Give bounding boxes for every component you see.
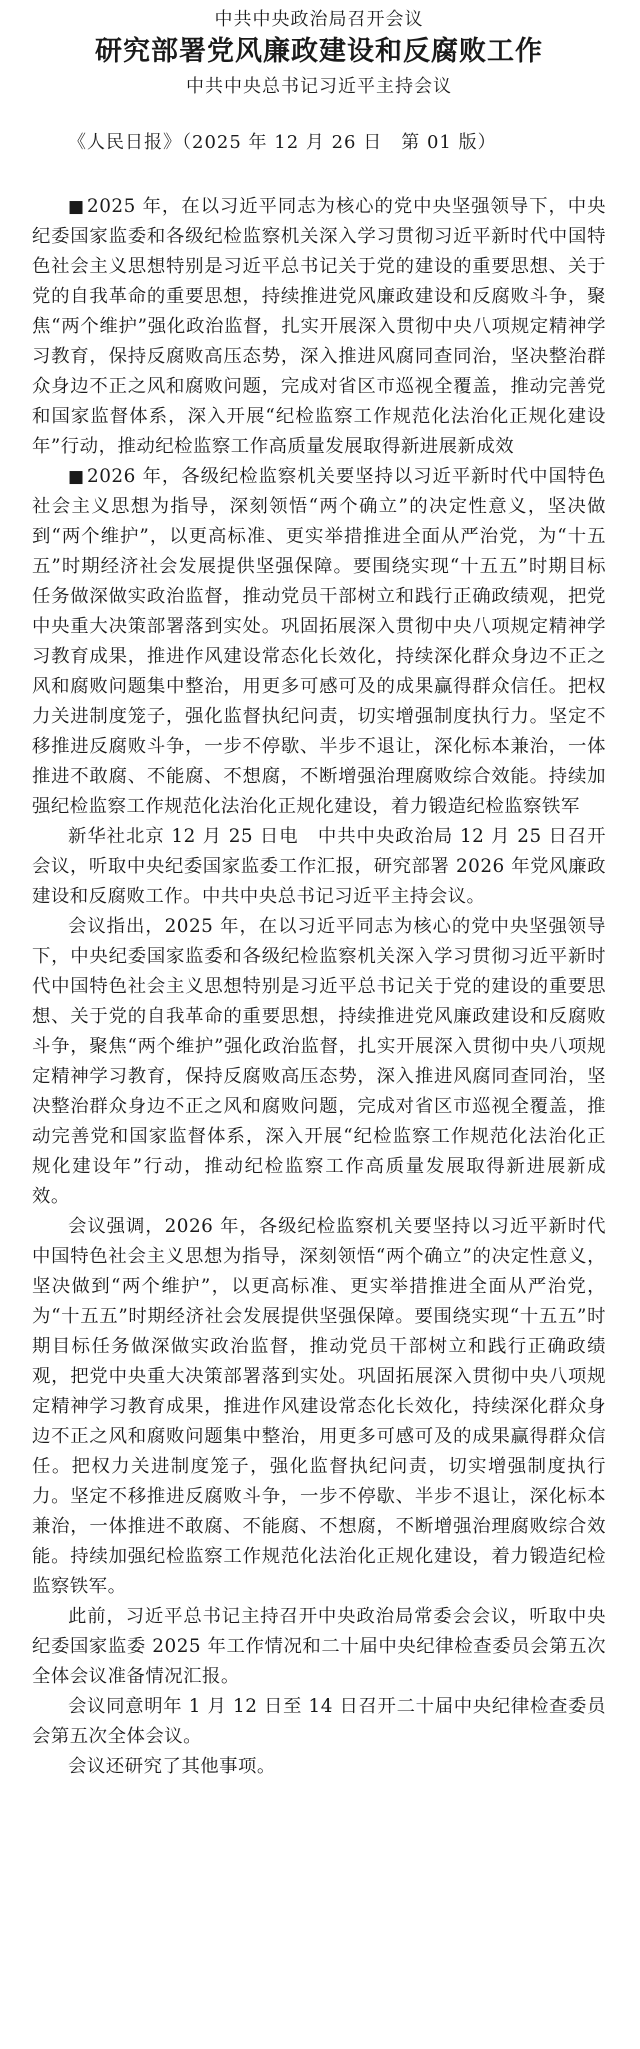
body-paragraph-6: 会议还研究了其他事项。 <box>68 1756 276 1777</box>
article-headline: 研究部署党风廉政建设和反腐败工作 <box>95 36 543 67</box>
body-paragraph-3: 会议强调，2026 年，各级纪检监察机关要坚持以习近平新时代中国特色社会主义思想为指导，深刻领悟“两个确立”的决定性意义，坚决做到“两个维护”，以更高标准、更实举措推进全面从严治党，为“十五五”时期经济社会发展提供坚强保障。要围绕实现“十五五”时期目标任务做深做实政治监督，推动党员干部树立和践行正确政绩观，把党中央重大决策部署落到实处。巩固拓展深入贯彻中央八项规定精神学习教育成果，推进作风建设常态化长效化，持续深化群众身边不正之风和腐败问题集中整治，用更多可感可及的成果赢得群众信任。把权力关进制度笼子，强化监督执纪问责，切实增强制度执行力。坚定不移推进反腐败斗争，一步不停歇、半步不退让，深化标本兼治，一体推进不敢腐、不能腐、不想腐，不断增强治理腐败综合效能。持续加强纪检监察工作规范化法治化正规化建设，着力锻造纪检监察铁军。 <box>32 1216 606 1597</box>
body-paragraph-5: 会议同意明年 1 月 12 日至 14 日召开二十届中央纪律检查委员会第五次全体会议。 <box>32 1696 606 1747</box>
article-kicker: 中共中央政治局召开会议 <box>214 9 424 30</box>
body-paragraph-dateline: 新华社北京 12 月 25 日电 中共中央政治局 12 月 25 日召开会议，听取中央纪委国家监委工作汇报，研究部署 2026 年党风廉政建设和反腐败工作。中共中央总书记习近平主持会议。 <box>32 826 606 907</box>
article-subhead: 中共中央总书记习近平主持会议 <box>186 76 452 97</box>
summary-text-1: 2025 年，在以习近平同志为核心的党中央坚强领导下，中央纪委国家监委和各级纪检监察机关深入学习贯彻习近平新时代中国特色社会主义思想特别是习近平总书记关于党的建设的重要思想、关于党的自我革命的重要思想，持续推进党风廉政建设和反腐败斗争，聚焦“两个维护”强化政治监督，扎实开展深入贯彻中央八项规定精神学习教育，保持反腐败高压态势，深入推进风腐同查同治，坚决整治群众身边不正之风和腐败问题，完成对省区市巡视全覆盖，推动完善党和国家监督体系，深入开展“纪检监察工作规范化法治化正规化建设年”行动，推动纪检监察工作高质量发展取得新进展新成效 <box>32 196 606 457</box>
body-paragraph-2: 会议指出，2025 年，在以习近平同志为核心的党中央坚强领导下，中央纪委国家监委和各级纪检监察机关深入学习贯彻习近平新时代中国特色社会主义思想特别是习近平总书记关于党的建设的重要思想、关于党的自我革命的重要思想，持续推进党风廉政建设和反腐败斗争，聚焦“两个维护”强化政治监督，扎实开展深入贯彻中央八项规定精神学习教育，保持反腐败高压态势，深入推进风腐同查同治，坚决整治群众身边不正之风和腐败问题，完成对省区市巡视全覆盖，推动完善党和国家监督体系，深入开展“纪检监察工作规范化法治化正规化建设年”行动，推动纪检监察工作高质量发展取得新进展新成效。 <box>32 916 606 1207</box>
summary-text-2: 2026 年，各级纪检监察机关要坚持以习近平新时代中国特色社会主义思想为指导，深刻领悟“两个确立”的决定性意义，坚决做到“两个维护”，以更高标准、更实举措推进全面从严治党，为“十五五”时期经济社会发展提供坚强保障。要围绕实现“十五五”时期目标任务做深做实政治监督，推动党员干部树立和践行正确政绩观，把党中央重大决策部署落到实处。巩固拓展深入贯彻中央八项规定精神学习教育成果，推进作风建设常态化长效化，持续深化群众身边不正之风和腐败问题集中整治，用更多可感可及的成果赢得群众信任。把权力关进制度笼子，强化监督执纪问责，切实增强制度执行力。坚定不移推进反腐败斗争，一步不停歇、半步不退让，深化标本兼治，一体推进不敢腐、不能腐、不想腐，不断增强治理腐败综合效能。持续加强纪检监察工作规范化法治化正规化建设，着力锻造纪检监察铁军 <box>32 466 606 817</box>
bullet-square-icon: ■ <box>68 467 85 487</box>
body-paragraph-4: 此前，习近平总书记主持召开中央政治局常委会会议，听取中央纪委国家监委 2025 年工作情况和二十届中央纪律检查委员会第五次全体会议准备情况汇报。 <box>32 1606 606 1687</box>
summary-paragraph-1 <box>32 192 606 462</box>
summary-paragraph-2 <box>32 462 606 822</box>
bullet-square-icon: ■ <box>68 197 85 217</box>
article-source: 《人民日报》（2025 年 12 月 26 日 第 01 版） <box>68 132 497 153</box>
